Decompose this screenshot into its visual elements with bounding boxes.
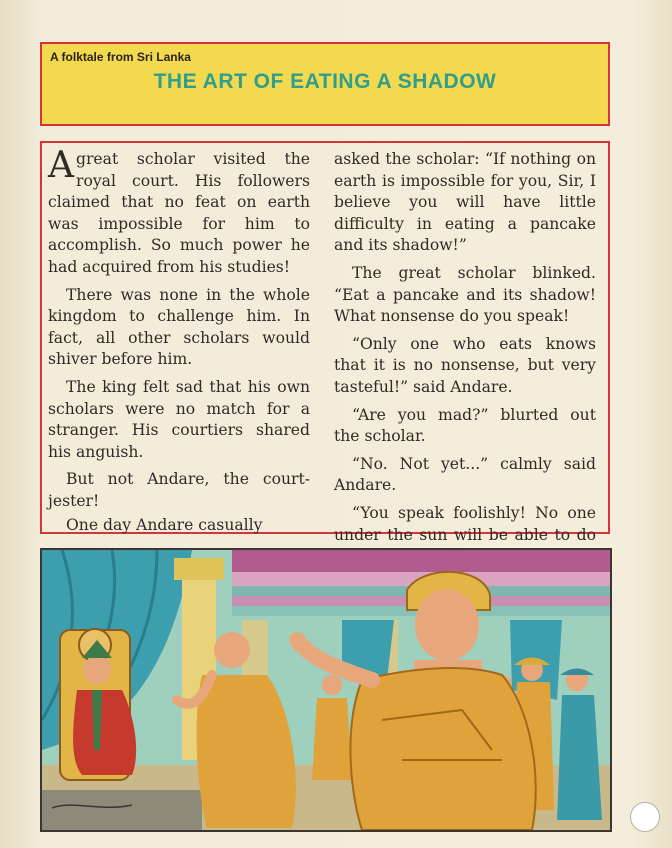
story-paragraph: One day Andare casually (66, 515, 263, 534)
drop-cap: A (48, 145, 74, 186)
story-paragraph: asked the scholar: “If nothing on earth is impossible for you, Sir, I believe you will have little difficulty in eating a pancake and its shadow!” (334, 150, 596, 255)
story-paragraph: The great scholar blinked. “Eat a pancake and its shadow! What nonsense do you speak! (334, 263, 596, 326)
story-paragraph: “Only one who eats knows that it is no nonsense, but very tasteful!” said Andare. (334, 334, 596, 396)
illustration-drawing (42, 550, 610, 830)
story-column-left (48, 145, 310, 542)
story-title: THE ART OF EATING A SHADOW (153, 70, 497, 93)
story-kicker: A folktale from Sri Lanka (50, 50, 191, 64)
publisher-seal-icon (630, 802, 660, 832)
court-scene-illustration (40, 548, 612, 832)
story-paragraph: The king felt sad that his own scholars were no match for a stranger. His courtiers shared his anguish. (48, 377, 310, 461)
story-header (40, 42, 610, 126)
story-column-right (334, 149, 596, 574)
story-paragraph: But not Andare, the court-jester! (48, 470, 310, 510)
paragraph-text: great scholar visited the royal court. His followers claimed that no feat on earth was impossible for him to accomplish. So much power he had acquired from his studies! (48, 150, 310, 276)
story-paragraph (48, 145, 310, 279)
story-paragraph: “Are you mad?” blurted out the scholar. (334, 405, 596, 446)
story-paragraph: “No. Not yet...” calmly said Andare. (334, 454, 596, 495)
story-text-box (40, 141, 610, 544)
story-paragraph: “You speak foolishly! No one under the sun will be able to do (334, 503, 596, 544)
story-paragraph: There was none in the whole kingdom to challenge him. In fact, all other scholars would shiver before him. (48, 285, 310, 369)
